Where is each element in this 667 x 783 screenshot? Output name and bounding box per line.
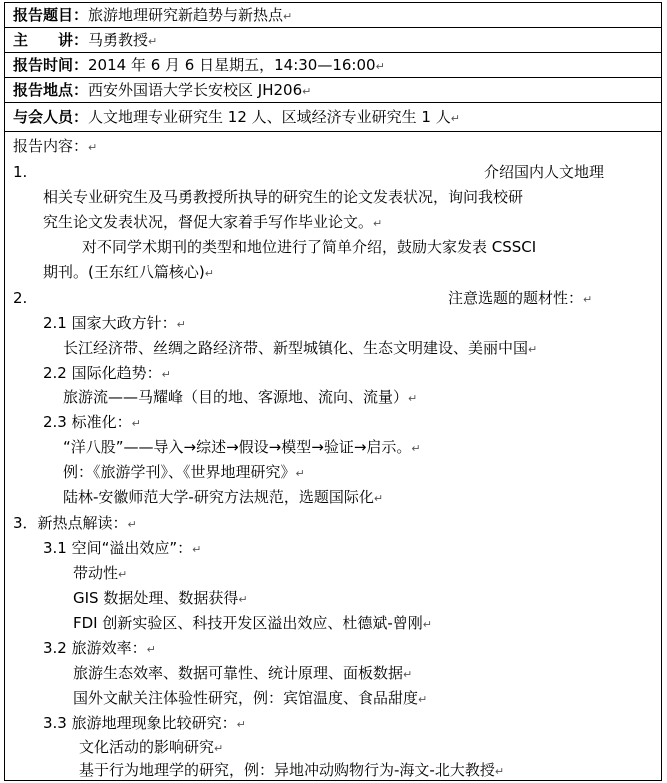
paragraph-mark-icon: ↵ (302, 85, 312, 98)
section-2-3-body-3: 陆林-安徽师范大学-研究方法规范，选题国际化↵ (63, 488, 384, 506)
header-row-attendees (5, 103, 661, 132)
attendees-label: 与会人员： (13, 108, 89, 126)
section-2-text: 注意选题的题材性：↵ (448, 289, 593, 307)
speaker-label: 主 讲： (13, 31, 89, 49)
location-value: 西安外国语大学长安校区 JH206 (88, 81, 303, 99)
paragraph-mark-icon: ↵ (283, 10, 293, 23)
section-1-line-2: 相关专业研究生及马勇教授所执导的研究生的论文发表状况，询问我校研 (43, 188, 524, 206)
section-1-line-5: 期刊。(王东红八篇核心)↵ (43, 263, 214, 281)
section-3-2-title: 3.2 旅游效率：↵ (43, 639, 156, 657)
section-1-number: 1. (13, 163, 28, 181)
title-value: 旅游地理研究新趋势与新热点 (88, 6, 284, 24)
section-2-2-body: 旅游流——马耀峰（目的地、客源地、流向、流量）↵ (63, 388, 418, 406)
section-3-1-item: 带动性↵ (73, 564, 128, 582)
section-3-2-item: 国外文献关注体验性研究，例：宾馆温度、食品甜度↵ (73, 689, 428, 707)
content-heading: 报告内容：↵ (13, 137, 98, 155)
section-2-2-title: 2.2 国际化趋势：↵ (43, 364, 171, 382)
time-label: 报告时间： (13, 56, 89, 74)
header-row-time (5, 53, 661, 78)
paragraph-mark-icon: ↵ (450, 112, 460, 125)
section-3-1-title: 3.1 空间“溢出效应”：↵ (43, 539, 202, 557)
title-label: 报告题目： (13, 6, 89, 24)
report-document (4, 2, 662, 781)
paragraph-mark-icon: ↵ (148, 35, 158, 48)
paragraph-mark-icon: ↵ (375, 60, 385, 73)
section-2-1-title: 2.1 国家大政方针：↵ (43, 314, 186, 332)
section-3-3-item: 基于行为地理学的研究，例：异地冲动购物行为-海文-北大教授↵ (79, 761, 505, 779)
time-value: 2014 年 6 月 6 日星期五，14:30—16:00 (88, 56, 376, 74)
section-3-2-item: 旅游生态效率、数据可靠性、统计原理、面板数据↵ (73, 664, 413, 682)
section-1-line-3: 究生论文发表状况，督促大家着手写作毕业论文。↵ (43, 213, 383, 231)
section-3-1-item: FDI 创新实验区、科技开发区溢出效应、杜德斌-曾刚↵ (73, 614, 433, 632)
header-row-location (5, 78, 661, 103)
section-1-text: 介绍国内人文地理 (484, 163, 605, 181)
section-1-line-4: 对不同学术期刊的类型和地位进行了简单介绍，鼓励大家发表 CSSCI (82, 238, 537, 256)
section-3-3-item: 文化活动的影响研究↵ (79, 738, 224, 756)
header-row-title (5, 3, 661, 28)
speaker-value: 马勇教授 (88, 31, 149, 49)
attendees-value: 人文地理专业研究生 12 人、区域经济专业研究生 1 人 (88, 108, 451, 126)
section-3-heading: 3．新热点解读：↵ (13, 514, 137, 532)
section-2-number: 2. (13, 289, 28, 307)
section-2-3-body-2: 例：《旅游学刊》、《世界地理研究》↵ (63, 463, 305, 481)
section-3-1-item: GIS 数据处理、数据获得↵ (73, 589, 248, 607)
section-2-1-body: 长江经济带、丝绸之路经济带、新型城镇化、生态文明建设、美丽中国↵ (63, 339, 538, 357)
header-row-speaker (5, 28, 661, 53)
section-2-3-title: 2.3 标准化：↵ (43, 413, 141, 431)
location-label: 报告地点： (13, 81, 89, 99)
section-2-3-body-1: “洋八股”——导入→综述→假设→模型→验证→启示。↵ (63, 438, 421, 456)
section-3-3-title: 3.3 旅游地理现象比较研究：↵ (43, 714, 246, 732)
